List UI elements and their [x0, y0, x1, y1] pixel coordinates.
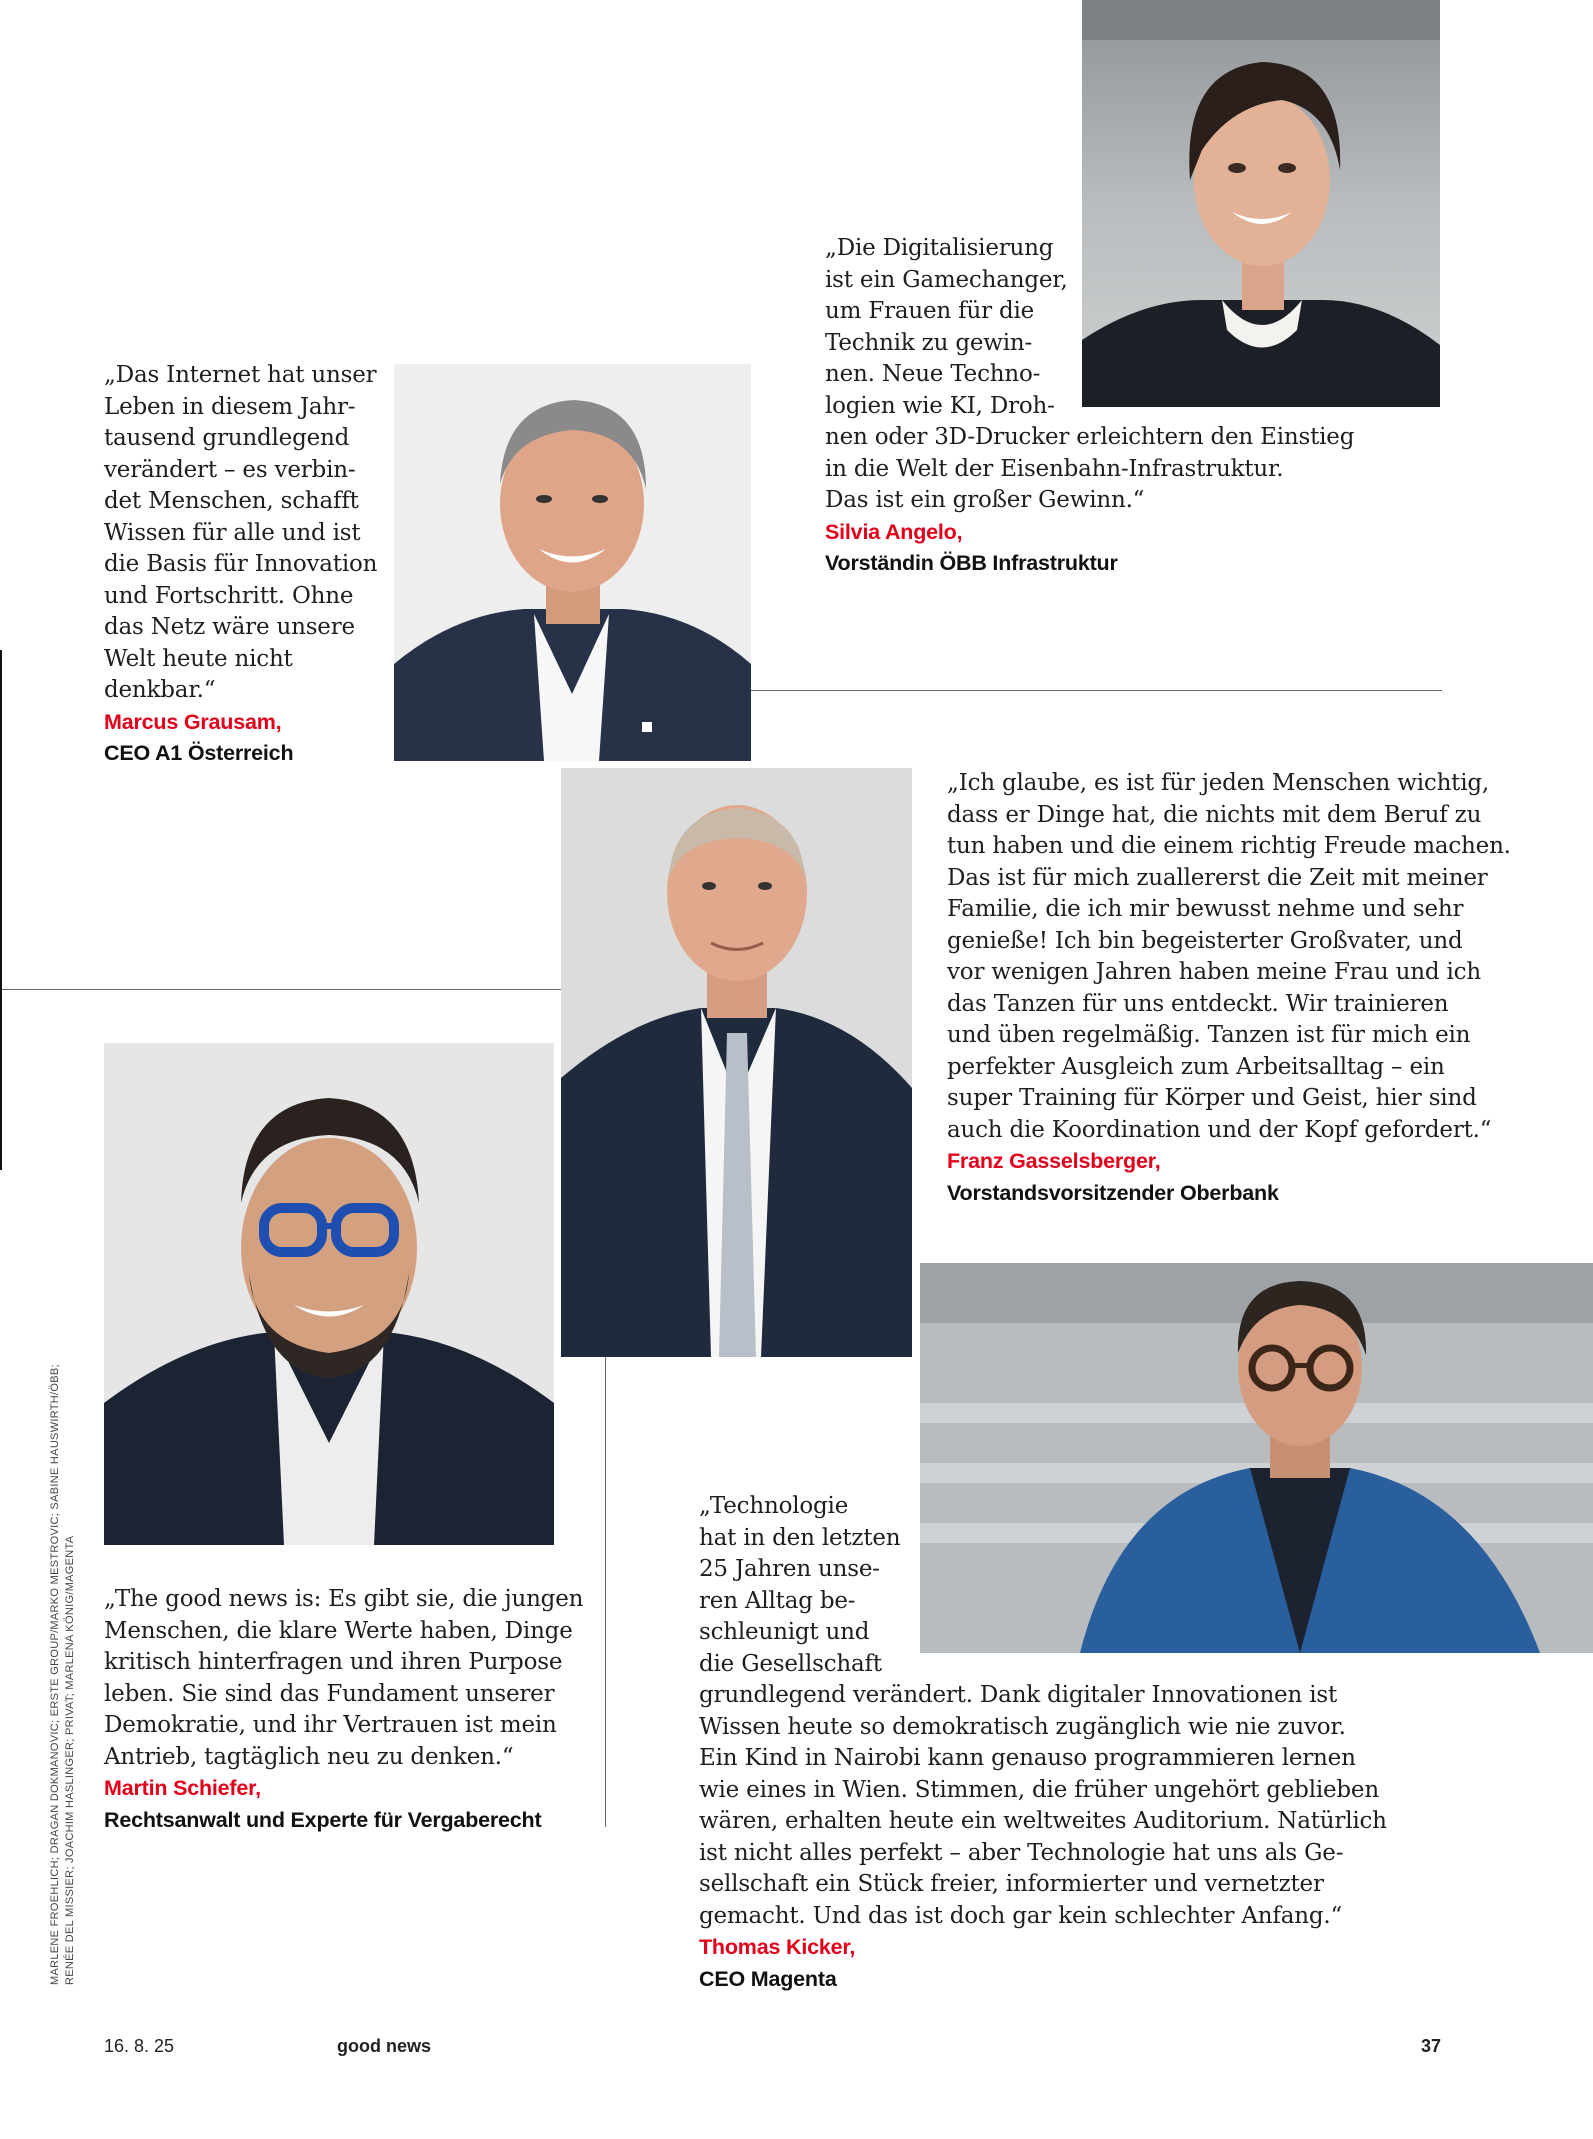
speaker-name: Thomas Kicker, [699, 1935, 856, 1959]
speaker-role: Rechtsanwalt und Experte für Vergaberecht [104, 1807, 542, 1832]
photo-credits-line-1: MARLENE FROEHLICH; DRAGAN DOKMANOVIC; ERSTE GROUP/MARKO MESTROVIC; SABINE HAUSWIRTH/ÖBB; [49, 1364, 61, 1985]
speaker-role: Vorstandsvorsitzender Oberbank [947, 1180, 1279, 1205]
photo-credits [48, 1364, 78, 1985]
quote-line: logien wie KI, Droh- [825, 392, 1055, 419]
quote-line: wie eines in Wien. Stimmen, die früher ungehört geblieben [699, 1776, 1379, 1803]
footer-date: 16. 8. 25 [104, 2036, 175, 2056]
quote-line: Technik zu gewin- [825, 329, 1033, 356]
quote-line: „The good news is: Es gibt sie, die jungen [104, 1586, 584, 1612]
quote-line: „Das Internet hat unser [104, 362, 377, 388]
quote-line: sellschaft ein Stück freier, informierter und vernetzter [699, 1871, 1324, 1897]
quote-line: „Die Digitalisierung [825, 235, 1054, 261]
photo-martin-schiefer [104, 1043, 554, 1545]
rule-left-edge-mark [0, 650, 2, 1170]
rule-vertical-center [605, 1357, 606, 1827]
quote-line: vor wenigen Jahren haben meine Frau und ich [947, 959, 1481, 985]
quote-line: das Tanzen für uns entdeckt. Wir trainieren [947, 990, 1449, 1017]
quote-line: und Fortschritt. Ohne [104, 582, 354, 609]
speaker-name: Silvia Angelo, [825, 519, 963, 544]
quote-line: tausend grundlegend [104, 425, 350, 451]
quote-line: tun haben und die einem richtig Freude machen. [947, 833, 1511, 859]
footer-page-number: 37 [1421, 2036, 1442, 2056]
quote-line: Menschen, die klare Werte haben, Dinge [104, 1617, 573, 1644]
quote-line: Das ist für mich zuallererst die Zeit mit meiner [947, 864, 1488, 891]
quote-line: Antrieb, tagtäglich neu zu denken.“ [104, 1743, 514, 1770]
quote-line: in die Welt der Eisenbahn-Infrastruktur. [825, 455, 1284, 482]
quote-line: ist nicht alles perfekt – aber Technologie hat uns als Ge- [699, 1839, 1344, 1866]
quote-line: denkbar.“ [104, 677, 216, 703]
quote-line: auch die Koordination und der Kopf gefordert.“ [947, 1116, 1492, 1143]
quote-line: det Menschen, schafft [104, 488, 359, 514]
quote-line: die Gesellschaft [699, 1650, 882, 1677]
quote-line: ist ein Gamechanger, [825, 266, 1068, 293]
quote-line: dass er Dinge hat, die nichts mit dem Beruf zu [947, 801, 1482, 828]
rule-under-angelo [751, 690, 1442, 691]
quote-line: die Basis für Innovation [104, 551, 378, 577]
photo-credits-line-2: RENÉE DEL MISSIER; JOACHIM HASLINGER; PRIVAT; MARLENA KÖNIG/MAGENTA [64, 1535, 76, 1985]
quote-gasselsberger [947, 768, 1511, 1209]
quote-line: schleunigt und [699, 1619, 870, 1645]
quote-line: gemacht. Und das ist doch gar kein schlechter Anfang.“ [699, 1902, 1343, 1929]
quote-line: nen. Neue Techno- [825, 361, 1041, 387]
quote-line: nen oder 3D-Drucker erleichtern den Einstieg [825, 424, 1355, 450]
speaker-role: CEO Magenta [699, 1966, 837, 1991]
quote-line: verändert – es verbin- [104, 456, 356, 483]
quote-line: kritisch hinterfragen und ihren Purpose [104, 1649, 563, 1675]
quote-line: Wissen heute so demokratisch zugänglich wie nie zuvor. [699, 1713, 1346, 1740]
speaker-name: Martin Schiefer, [104, 1776, 261, 1800]
quote-line: und üben regelmäßig. Tanzen ist für mich ein [947, 1022, 1471, 1048]
photo-silvia-angelo [1082, 0, 1440, 407]
quote-line: „Ich glaube, es ist für jeden Menschen wichtig, [947, 770, 1490, 796]
quote-line: perfekter Ausgleich zum Arbeitsalltag – ein [947, 1053, 1445, 1080]
photo-franz-gasselsberger [561, 768, 912, 1357]
photo-thomas-kicker [920, 1263, 1593, 1653]
speaker-name: Franz Gasselsberger, [947, 1149, 1161, 1173]
quote-line: hat in den letzten [699, 1524, 901, 1551]
quote-line: Demokratie, und ihr Vertrauen ist mein [104, 1712, 557, 1738]
quote-line: leben. Sie sind das Fundament unserer [104, 1680, 555, 1707]
speaker-role: Vorständin ÖBB Infrastruktur [825, 551, 1118, 575]
quote-line: Familie, die ich mir bewusst nehme und sehr [947, 896, 1464, 922]
quote-line: Das ist ein großer Gewinn.“ [825, 487, 1145, 513]
quote-line: Welt heute nicht [104, 645, 293, 672]
quote-grausam [104, 360, 377, 770]
quote-line: grundlegend verändert. Dank digitaler Innovationen ist [699, 1682, 1337, 1708]
footer-magazine-name: good news [337, 2036, 431, 2056]
quote-schiefer [104, 1584, 583, 1836]
quote-line: Leben in diesem Jahr- [104, 393, 356, 420]
speaker-name: Marcus Grausam, [104, 709, 282, 734]
quote-line: wären, erhalten heute ein weltweites Auditorium. Natürlich [699, 1808, 1387, 1834]
quote-line: um Frauen für die [825, 298, 1035, 324]
quote-line: Ein Kind in Nairobi kann genauso programmieren lernen [699, 1745, 1356, 1771]
quote-line: super Training für Körper und Geist, hier sind [947, 1085, 1477, 1111]
quote-line: das Netz wäre unsere [104, 614, 355, 640]
quote-line: 25 Jahren unse- [699, 1556, 880, 1582]
quote-line: genieße! Ich bin begeisterter Großvater, und [947, 927, 1463, 954]
quote-line: Wissen für alle und ist [104, 519, 361, 546]
photo-marcus-grausam [394, 364, 751, 761]
quote-line: ren Alltag be- [699, 1587, 856, 1614]
quote-line: „Technologie [699, 1493, 849, 1519]
speaker-role: CEO A1 Österreich [104, 741, 294, 765]
rule-left-middle [0, 989, 561, 990]
